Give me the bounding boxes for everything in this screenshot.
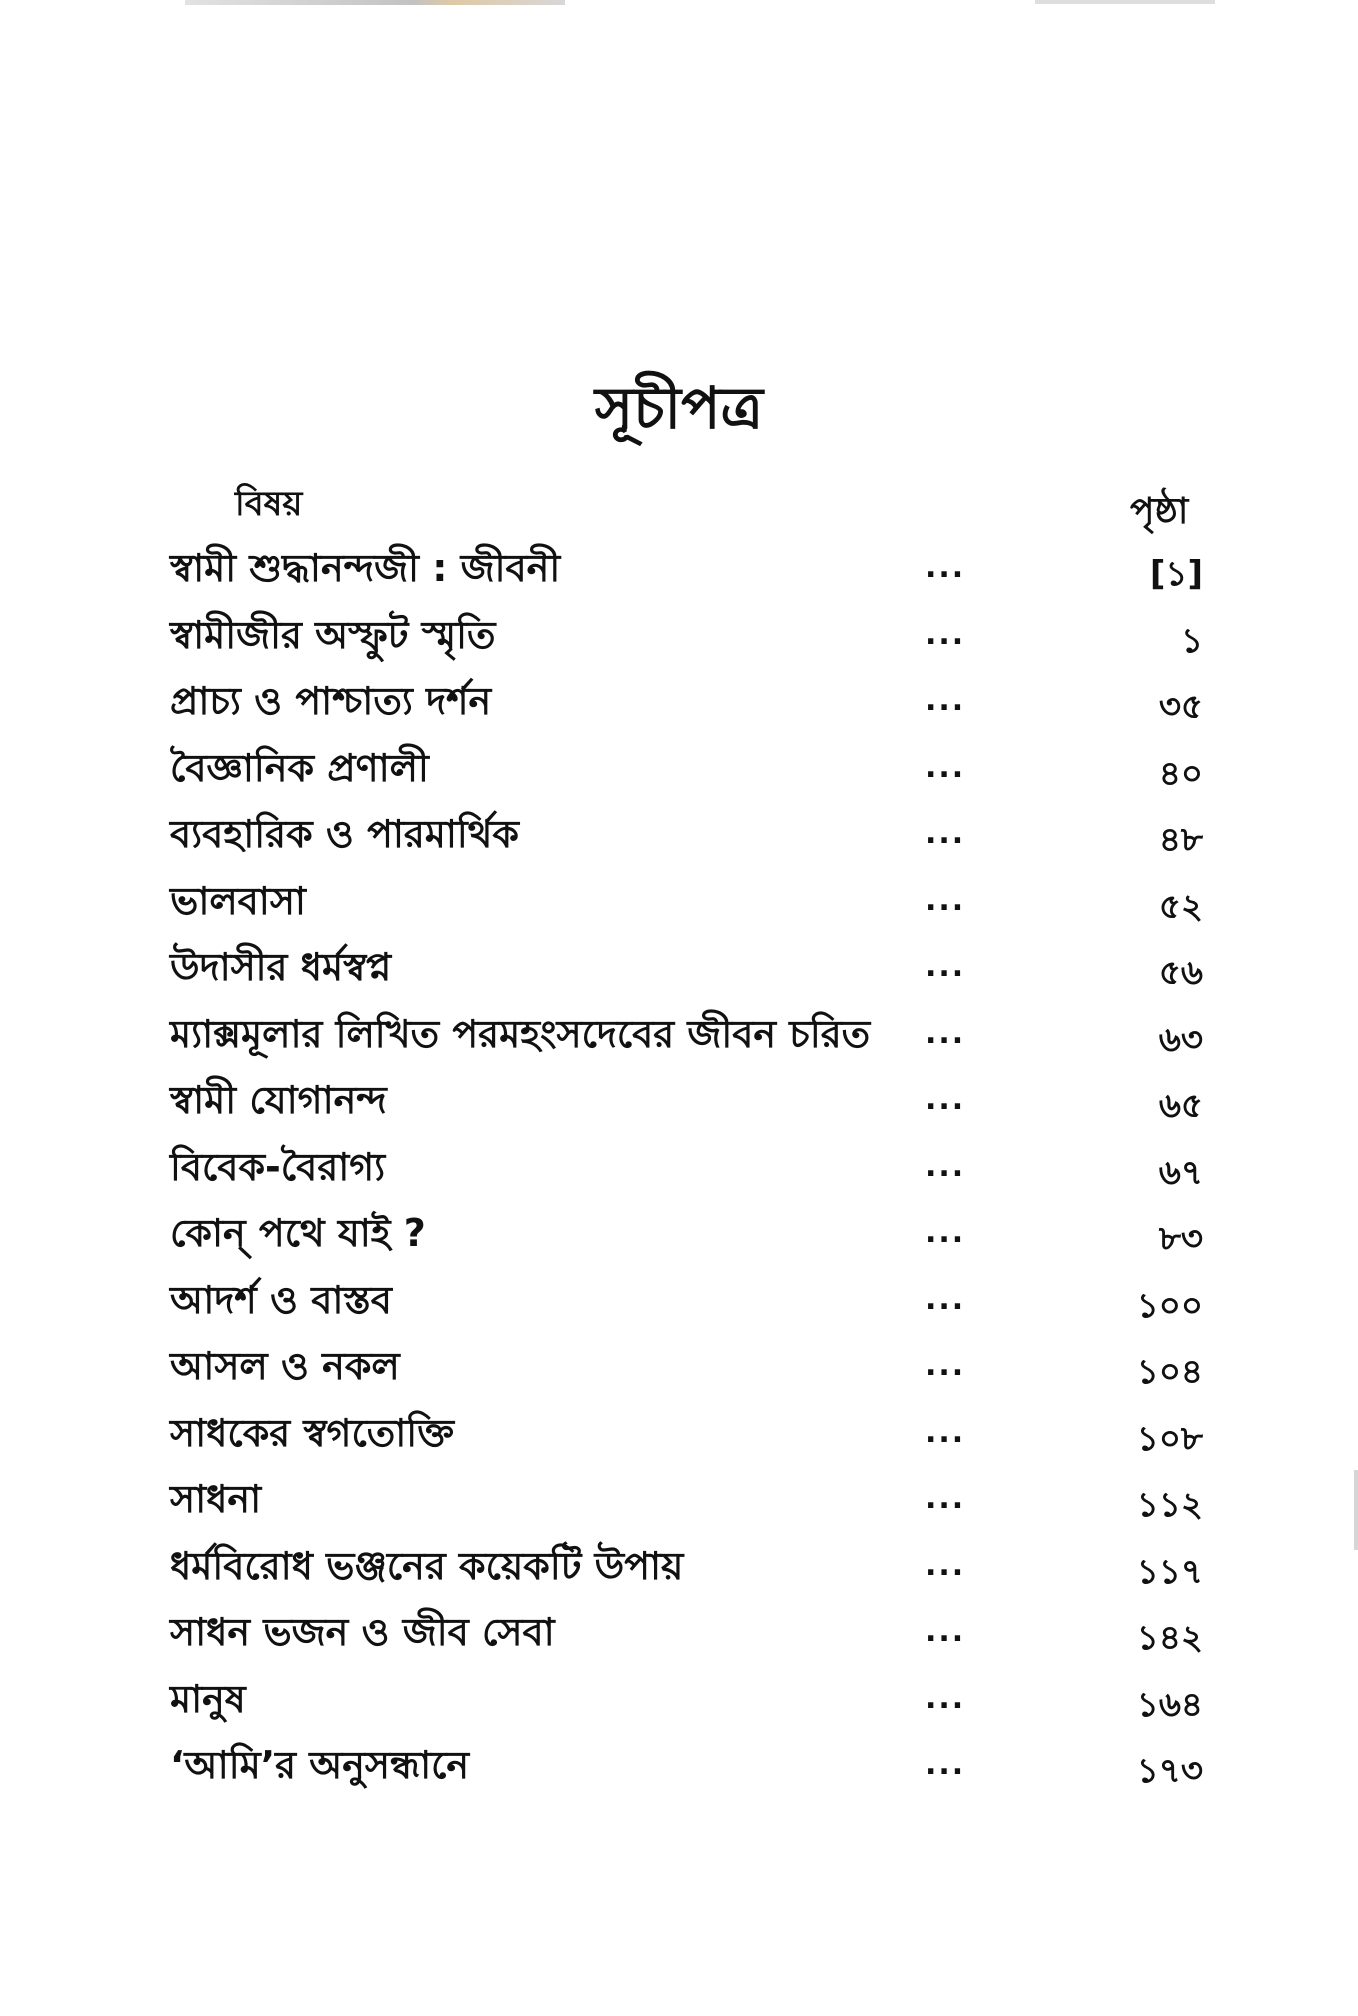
toc-entry[interactable] (0, 939, 1358, 1006)
toc-entry-page: ১০৮ (1136, 1418, 1203, 1459)
toc-entry[interactable] (0, 740, 1358, 807)
toc-entry-title: সাধন ভজন ও জীব সেবা (170, 1610, 555, 1654)
scan-top-edge (185, 0, 565, 5)
column-header-page: পৃষ্ঠা (1130, 491, 1189, 532)
column-headers (0, 478, 1358, 532)
toc-leader-dots: ... (925, 1148, 966, 1184)
toc-entry-page: ৮৩ (1158, 1219, 1203, 1259)
table-of-contents (0, 540, 1358, 1804)
toc-entry-title: স্বামীজীর অস্ফুট স্মৃতি (170, 612, 496, 657)
toc-entry-title: প্রাচ্য ও পাশ্চাত্য দর্শন (170, 679, 492, 723)
toc-entry-page: [১] (1149, 554, 1203, 594)
toc-leader-dots: ... (925, 1414, 966, 1450)
toc-entry[interactable] (0, 1405, 1358, 1472)
toc-entry-page: ১০০ (1136, 1285, 1203, 1326)
toc-entry[interactable] (0, 806, 1358, 873)
toc-leader-dots: ... (925, 1481, 966, 1516)
toc-entry-page: ১৭৩ (1136, 1751, 1203, 1791)
toc-entry-page: ১০৪ (1136, 1352, 1203, 1392)
toc-leader-dots: ... (925, 1614, 966, 1649)
toc-leader-dots: ... (925, 1680, 966, 1716)
toc-entry-page: ৬৫ (1158, 1086, 1203, 1126)
toc-entry[interactable] (0, 1737, 1358, 1804)
toc-leader-dots: ... (925, 683, 966, 718)
toc-entry-title: ‘আমি’র অনুসন্ধানে (170, 1743, 470, 1787)
toc-leader-dots: ... (925, 749, 966, 785)
toc-leader-dots: ... (925, 616, 966, 652)
toc-entry[interactable] (0, 607, 1358, 674)
column-header-subject: বিষয় (235, 484, 303, 524)
toc-leader-dots: ... (925, 1215, 966, 1250)
toc-entry-page: ১ (1180, 620, 1203, 661)
toc-entry-title: উদাসীর ধর্মস্বপ্ন (170, 945, 392, 989)
toc-entry[interactable] (0, 673, 1358, 740)
toc-entry[interactable] (0, 1338, 1358, 1405)
toc-entry-title: সাধকের স্বগতোক্তি (170, 1410, 455, 1455)
toc-entry[interactable] (0, 1538, 1358, 1605)
toc-entry-page: ৫৬ (1158, 953, 1203, 993)
toc-entry-page: ১৪২ (1136, 1618, 1203, 1658)
toc-entry-title: কোন্ পথে যাই ? (170, 1211, 426, 1255)
toc-entry[interactable] (0, 1006, 1358, 1073)
toc-entry[interactable] (0, 1604, 1358, 1671)
toc-entry-title: সাধনা (170, 1477, 262, 1521)
toc-entry-title: ভালবাসা (170, 878, 306, 923)
toc-leader-dots: ... (925, 882, 966, 918)
toc-entry-page: ৬৩ (1158, 1019, 1203, 1060)
toc-entry-title: স্বামী শুদ্ধানন্দজী : জীবনী (170, 546, 561, 590)
toc-entry-page: ৪৮ (1158, 820, 1203, 860)
toc-entry-page: ৫২ (1158, 886, 1203, 927)
toc-entry-title: ব্যবহারিক ও পারমার্থিক (170, 812, 519, 856)
toc-entry-title: বিবেক-বৈরাগ্য (170, 1144, 386, 1189)
toc-entry-page: ৪০ (1158, 753, 1203, 794)
toc-entry[interactable] (0, 1072, 1358, 1139)
toc-entry[interactable] (0, 1471, 1358, 1538)
toc-leader-dots: ... (925, 1547, 966, 1583)
toc-leader-dots: ... (925, 1747, 966, 1782)
toc-leader-dots: ... (925, 1015, 966, 1051)
toc-entry-title: আদর্শ ও বাস্তব (170, 1277, 392, 1322)
toc-entry-title: মানুষ (170, 1676, 246, 1721)
toc-entry-page: ১৬৪ (1136, 1684, 1203, 1725)
toc-leader-dots: ... (925, 1348, 966, 1383)
toc-leader-dots: ... (925, 1281, 966, 1317)
toc-leader-dots: ... (925, 550, 966, 585)
toc-leader-dots: ... (925, 1082, 966, 1117)
toc-entry[interactable] (0, 540, 1358, 607)
toc-entry-title: ধর্মবিরোধ ভঞ্জনের কয়েকটি উপায় (170, 1543, 684, 1588)
toc-leader-dots: ... (925, 949, 966, 984)
toc-entry-title: বৈজ্ঞানিক প্রণালী (170, 745, 429, 790)
toc-leader-dots: ... (925, 816, 966, 851)
toc-entry-title: আসল ও নকল (170, 1344, 400, 1388)
toc-entry-page: ১১৭ (1136, 1551, 1203, 1592)
toc-entry[interactable] (0, 1139, 1358, 1206)
toc-entry[interactable] (0, 1272, 1358, 1339)
toc-entry[interactable] (0, 1671, 1358, 1738)
toc-entry-page: ৬৭ (1158, 1152, 1203, 1193)
toc-entry-title: ম্যাক্সমূলার লিখিত পরমহংসদেবের জীবন চরিত (170, 1011, 871, 1056)
scan-top-edge-right (1035, 0, 1215, 4)
toc-entry[interactable] (0, 873, 1358, 940)
toc-entry-title: স্বামী যোগানন্দ (170, 1078, 387, 1122)
toc-entry[interactable] (0, 1205, 1358, 1272)
page-title: সূচীপত্র (594, 373, 764, 442)
toc-entry-page: ৩৫ (1158, 687, 1203, 727)
toc-entry-page: ১১২ (1136, 1485, 1203, 1525)
